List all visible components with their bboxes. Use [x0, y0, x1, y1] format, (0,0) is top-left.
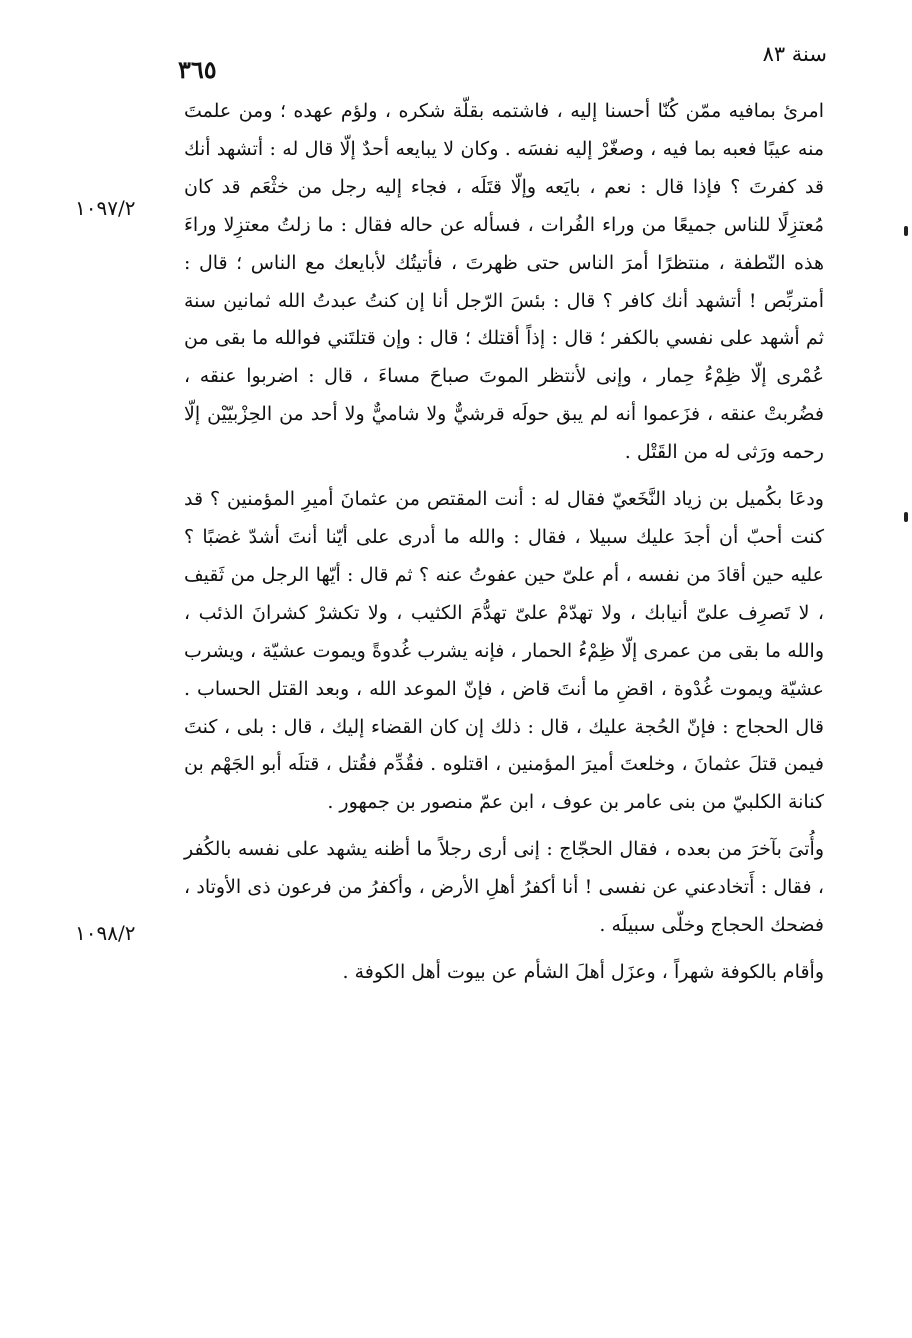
margin-reference: ١٠٩٨/٢: [75, 921, 136, 945]
scan-edge-mark: [904, 226, 908, 236]
scan-edge-mark: [904, 512, 908, 522]
paragraph: وأقام بالكوفة شهراً ، وعزَل أهلَ الشأم عن بيوت أهل الكوفة .: [342, 960, 824, 983]
body-text: [184, 93, 824, 992]
paragraph: ودعَا بكُميل بن زياد النَّخَعيّ فقال له : أنت المقتص من عثمانَ أميرِ المؤمنين ؟ قد كنت أحبّ أن أجدَ عليك سبيلا ، فقال : والله ما أدرى على أيّنا أنتَ أشدّ غضبًا ؟ عليه حين أقادَ من نفسه ، أم علىّ حين عفوتُ عنه ؟ ثم قال : أيّها الرجل من ثَقيف ، لا تَصرِف علىّ أنيابك ، ولا تهدّمْ علىّ تهدُّمَ الكثيب ، ولا تكشرْ كشرانَ الذئب ، والله ما بقى من عمرى إلّا ظِمْءُ الحمار ، فإنه يشرب غُدوةً ويموت عشيّة ، ويشرب عشيّة ويموت غُدْوة ، اقضِ ما أنتَ قاض ، فإنّ الموعد الله ، وبعد القتل الحساب . قال الحجاج : فإنّ الحُجة عليك ، قال : ذلك إن كان القضاء إليك ، قال : بلى ، كنتَ فيمن قتلَ عثمانَ ، وخلعتَ أميرَ المؤمنين ، اقتلوه . فقُدِّم فقُتل ، قتلَه أبو الجَهْم بن كنانة الكلبيّ من بنى عامر بن عوف ، ابن عمّ منصور بن جمهور .: [184, 488, 824, 814]
page-number: ٣٦٥: [178, 55, 217, 84]
paragraph: امرئ بمافيه ممّن كُنّا أحسنا إليه ، فاشتمه بقلّة شكره ، ولؤم عهده ؛ ومن علمتَ منه عيبًا فعبه بما فيه ، وصغّرْ إليه نفسَه . وكان لا يبايعه أحدٌ إلّا قال له : أتشهد أنك قد كفرتَ ؟ فإذا قال : نعم ، بايَعه وإلّا قتَلَه ، فجاء إليه رجل من خثْعَم قد كان مُعتزِلًا للناس جميعًا من وراء الفُرات ، فسأله عن حاله فقال : ما زلتُ معتزِلا وراءَ هذه النّطفة ، منتظرًا أمرَ الناس حتى ظهرتَ ، فأتيتُك لأبايعك مع الناس ؛ قال : أمتربِّص ! أتشهد أنك كافر ؟ قال : بئسَ الرّجل أنا إن كنتُ عبدتُ الله ثمانين سنة ثم أشهد على نفسي بالكفر ؛ قال : إذاً أقتلك ؛ قال : وإن قتلتَني فوالله ما بقى من عُمْرى إلّا ظِمْءُ حِمار ، وإنى لأنتظر الموتَ صباحَ مساءَ ، قال : اضربوا عنقه ، فضُربتْ عنقه ، فزَعموا أنه لم يبق حولَه قرشيٌّ ولا شاميٌّ ولا أحد من الحِزْبيّيْن إلّا رحمه ورَثى له من القَتْل .: [184, 100, 824, 464]
margin-reference: ١٠٩٧/٢: [75, 196, 136, 220]
running-header-year: سنة ٨٣: [762, 42, 827, 66]
paragraph: وأُتىَ بآخرَ من بعده ، فقال الحجّاج : إنى أرى رجلاً ما أظنه يشهد على نفسه بالكُفر ، فقال : أَتخادعني عن نفسى ! أنا أكفرُ أهلِ الأرض ، وأكفرُ من فرعون ذى الأوتاد ، فضحك الحجاج وخلّى سبيلَه .: [184, 838, 824, 937]
